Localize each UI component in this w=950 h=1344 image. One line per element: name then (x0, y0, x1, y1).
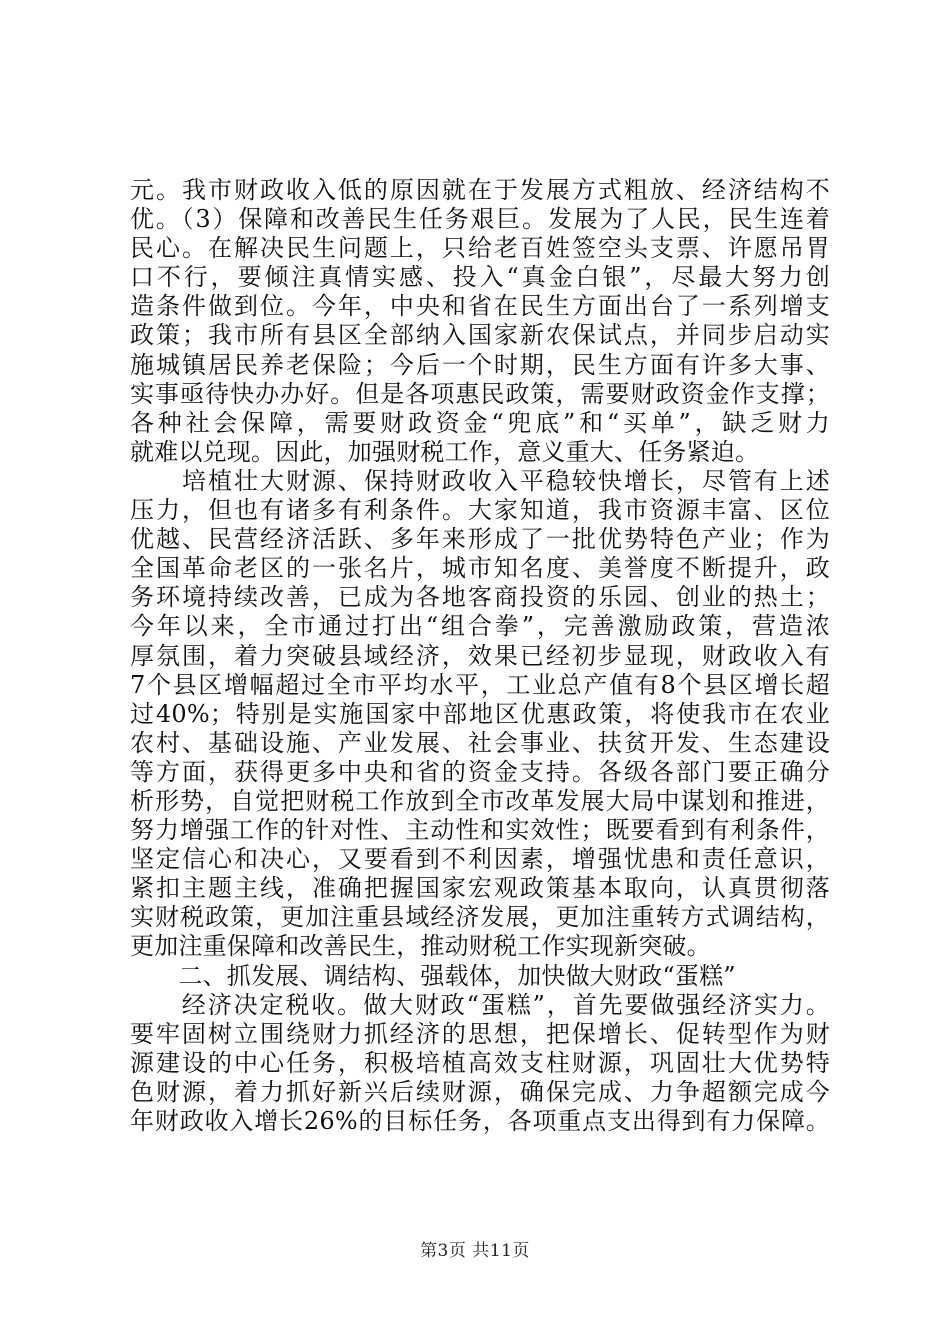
text-line: 源建设的中心任务，积极培植高效支柱财源，巩固壮大优势特 (130, 1048, 830, 1077)
text-line: 全国革命老区的一张名片，城市知名度、美誉度不断提升，政 (130, 554, 830, 583)
text-line: 造条件做到位。今年，中央和省在民生方面出台了一系列增支 (130, 292, 830, 321)
body-text (130, 176, 830, 1136)
text-line: 施城镇居民养老保险；今后一个时期，民生方面有许多大事、 (130, 350, 830, 379)
text-line: 实事亟待快办办好。但是各项惠民政策，需要财政资金作支撑； (130, 379, 830, 408)
text-line: 要牢固树立围绕财力抓经济的思想，把保增长、促转型作为财 (130, 1019, 830, 1048)
text-line: 民心。在解决民生问题上，只给老百姓签空头支票、许愿吊胃 (130, 234, 830, 263)
text-line: 7个县区增幅超过全市平均水平，工业总产值有8个县区增长超 (130, 670, 830, 699)
text-line: 口不行，要倾注真情实感、投入“真金白银”，尽最大努力创 (130, 263, 830, 292)
page-number: 第3页 共11页 (420, 1241, 530, 1261)
text-line: 元。我市财政收入低的原因就在于发展方式粗放、经济结构不 (130, 176, 830, 204)
text-line: 年财政收入增长26%的目标任务，各项重点支出得到有力保障。 (130, 1107, 830, 1135)
section-heading: 二、抓发展、调结构、强载体，加快做大财政“蛋糕” (130, 961, 736, 990)
text-line: 农村、基础设施、产业发展、社会事业、扶贫开发、生态建设 (130, 728, 830, 757)
text-line: 压力，但也有诸多有利条件。大家知道，我市资源丰富、区位 (130, 496, 830, 525)
text-line: 政策；我市所有县区全部纳入国家新农保试点，并同步启动实 (130, 321, 830, 350)
text-line: 过40%；特别是实施国家中部地区优惠政策，将使我市在农业 (130, 699, 830, 728)
text-line: 坚定信心和决心，又要看到不利因素，增强忧患和责任意识， (130, 845, 830, 874)
text-line: 实财税政策，更加注重县域经济发展，更加注重转方式调结构， (130, 903, 830, 932)
text-line: 各种社会保障，需要财政资金“兜底”和“买单”，缺乏财力 (130, 408, 830, 437)
text-line: 今年以来，全市通过打出“组合拳”，完善激励政策，营造浓 (130, 612, 830, 641)
text-line: 色财源，着力抓好新兴后续财源，确保完成、力争超额完成今 (130, 1077, 830, 1106)
text-line: 紧扣主题主线，准确把握国家宏观政策基本取向，认真贯彻落 (130, 874, 830, 903)
text-line: 等方面，获得更多中央和省的资金支持。各级各部门要正确分 (130, 757, 830, 786)
text-line: 努力增强工作的针对性、主动性和实效性；既要看到有利条件， (130, 816, 830, 845)
text-line: 更加注重保障和改善民生，推动财税工作实现新突破。 (130, 932, 711, 961)
text-line: 经济决定税收。做大财政“蛋糕”，首先要做强经济实力。 (130, 990, 830, 1019)
text-line: 优。（3）保障和改善民生任务艰巨。发展为了人民，民生连着 (130, 205, 830, 234)
text-line: 务环境持续改善，已成为各地客商投资的乐园、创业的热土； (130, 583, 830, 612)
text-line: 优越、民营经济活跃、多年来形成了一批优势特色产业；作为 (130, 525, 830, 554)
text-line: 厚氛围，着力突破县域经济，效果已经初步显现，财政收入有 (130, 641, 830, 670)
text-line: 培植壮大财源、保持财政收入平稳较快增长，尽管有上述 (130, 466, 830, 495)
text-line: 析形势，自觉把财税工作放到全市改革发展大局中谋划和推进， (130, 786, 830, 815)
text-line: 就难以兑现。因此，加强财税工作，意义重大、任务紧迫。 (130, 437, 760, 466)
